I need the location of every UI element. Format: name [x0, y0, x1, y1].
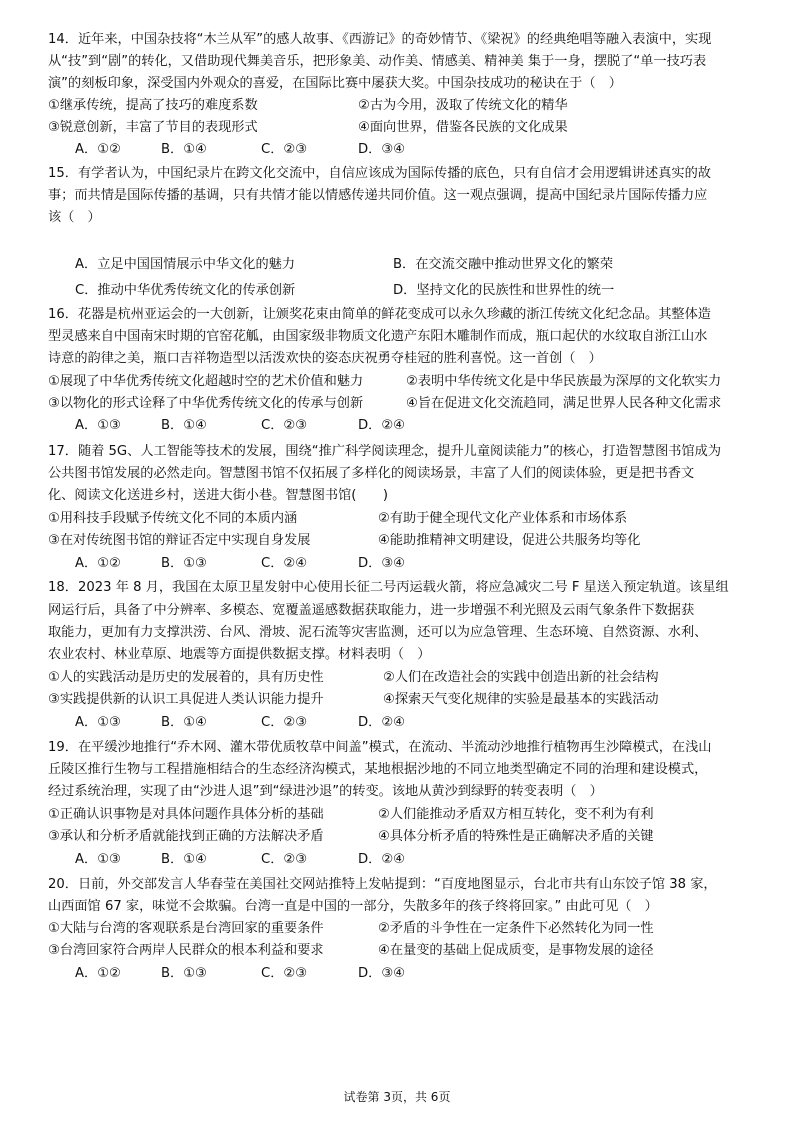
choice-b: B．①④: [161, 715, 207, 730]
choice-d: D．③④: [358, 556, 405, 571]
choice-a: A．①③: [75, 852, 121, 867]
statement-3: ③以物化的形式诠释了中华优秀传统文化的传承与创新: [48, 396, 364, 411]
choice-a: A．立足中国国情展示中华文化的魅力: [75, 257, 296, 272]
choice-c: C．②③: [261, 418, 308, 433]
choice-c: C．②③: [261, 715, 308, 730]
statement-1: ①展现了中华优秀传统文化超越时空的艺术价值和魅力: [48, 374, 364, 389]
statement-3: ③台湾回家符合两岸人民群众的根本利益和要求: [48, 943, 324, 958]
choice-d: D．③④: [358, 966, 405, 981]
choice-c: C．②③: [261, 852, 308, 867]
choice-c: C．②③: [261, 142, 308, 157]
choice-b: B．①③: [161, 966, 207, 981]
choice-b: B．①③: [161, 556, 207, 571]
question-text-line: 14．近年来，中国杂技将“木兰从军”的感人故事、《西游记》的奇妙情节、《梁祝》的经典绝唱等融入表演中，实现: [48, 32, 712, 47]
question-text-line: 型灵感来自中国南宋时期的官窑花觚，由国家级非物质文化遗产东阳木雕制作而成，瓶口起伏的水纹取自浙江山水: [48, 329, 708, 344]
choice-b: B．①④: [161, 852, 207, 867]
statement-1: ①人的实践活动是历史的发展着的，具有历史性: [48, 670, 324, 685]
statement-2: ②表明中华传统文化是中华民族最为深厚的文化软实力: [406, 374, 722, 389]
choice-d: D．②④: [358, 715, 405, 730]
choice-c: C．②④: [261, 556, 308, 571]
statement-3: ③锐意创新，丰富了节目的表现形式: [48, 120, 258, 135]
choice-d: D．③④: [358, 142, 405, 157]
question-text-line: 取能力，更加有力支撑洪涝、台风、滑坡、泥石流等灾害监测，还可以为应急管理、生态环境、自然资源、水利、: [48, 625, 708, 640]
question-text-line: 从“技”到“剧”的转化，又借助现代舞美音乐，把形象美、动作美、情感美、精神美 集于一身，摆脱了“单一技巧表: [48, 54, 707, 69]
statement-2: ②有助于健全现代文化产业体系和市场体系: [378, 511, 628, 526]
statement-2: ②矛盾的斗争性在一定条件下必然转化为同一性: [378, 921, 654, 936]
statement-1: ①继承传统，提高了技巧的难度系数: [48, 98, 258, 113]
page-footer: 试卷第 3页，共 6页: [343, 1090, 451, 1104]
question-text-line: 18．2023 年 8 月，我国在太原卫星发射中心使用长征二号丙运载火箭，将应急减灾二号 F 星送入预定轨道。该星组: [48, 580, 729, 595]
choice-d: D．②④: [358, 852, 405, 867]
choice-b: B．在交流交融中推动世界文化的繁荣: [393, 257, 614, 272]
question-text-line: 该（ ）: [48, 210, 101, 225]
choice-b: B．①④: [161, 142, 207, 157]
question-text-line: 20．日前，外交部发言人华春莹在美国社交网站推特上发帖提到：“百度地图显示，台北市共有山东饺子馆 38 家，: [48, 877, 717, 892]
statement-3: ③承认和分析矛盾就能找到正确的方法解决矛盾: [48, 829, 324, 844]
statement-1: ①用科技手段赋予传统文化不同的本质内涵: [48, 511, 298, 526]
choice-a: A．①②: [75, 966, 121, 981]
choice-c: C．推动中华优秀传统文化的传承创新: [75, 283, 296, 298]
statement-2: ②古为今用，汲取了传统文化的精华: [358, 98, 568, 113]
choice-a: A．①③: [75, 715, 121, 730]
statement-1: ①正确认识事物是对具体问题作具体分析的基础: [48, 807, 324, 822]
statement-1: ①大陆与台湾的客观联系是台湾回家的重要条件: [48, 921, 324, 936]
question-text-line: 公共图书馆发展的必然走向。智慧图书馆不仅拓展了多样化的阅读场景，丰富了人们的阅读体验，更是把书香文: [48, 466, 695, 481]
question-text-line: 化、阅读文化送进乡村，送进大街小巷。智慧图书馆( ): [48, 488, 388, 503]
statement-2: ②人们能推动矛盾双方相互转化，变不利为有利: [378, 807, 654, 822]
choice-b: B．①④: [161, 418, 207, 433]
choice-a: A．①③: [75, 418, 121, 433]
statement-4: ④在量变的基础上促成质变，是事物发展的途径: [378, 943, 654, 958]
statement-4: ④旨在促进文化交流趋同，满足世界人民各种文化需求: [406, 396, 722, 411]
question-text-line: 演”的刻板印象，深受国内外观众的喜爱，在国际比赛中屡获大奖。中国杂技成功的秘诀在于（ ）: [48, 76, 622, 91]
choice-d: D．②④: [358, 418, 405, 433]
question-text-line: 农业农村、林业草原、地震等方面提供数据支撑。材料表明（ ）: [48, 647, 431, 662]
question-text-line: 16．花器是杭州亚运会的一大创新，让颁奖花束由简单的鲜花变成可以永久珍藏的浙江传统文化纪念品。其整体造: [48, 307, 711, 322]
question-text-line: 经过系统治理，实现了由“沙进人退”到“绿进沙退”的转变。该地从黄沙到绿野的转变表明（ ）: [48, 784, 603, 799]
choice-c: C．②③: [261, 966, 308, 981]
statement-2: ②人们在改造社会的实践中创造出新的社会结构: [383, 670, 659, 685]
choice-a: A．①②: [75, 142, 121, 157]
question-text-line: 17．随着 5G、人工智能等技术的发展，围绕“推广科学阅读理念，提升儿童阅读能力”的核心，打造智慧图书馆成为: [48, 444, 722, 459]
statement-3: ③实践提供新的认识工具促进人类认识能力提升: [48, 692, 324, 707]
question-text-line: 15．有学者认为，中国纪录片在跨文化交流中，自信应该成为国际传播的底色，只有自信才会用逻辑讲述真实的故: [48, 166, 711, 181]
choice-d: D．坚持文化的民族性和世界性的统一: [393, 283, 615, 298]
statement-4: ④具体分析矛盾的特殊性是正确解决矛盾的关键: [378, 829, 654, 844]
question-text-line: 19．在平缓沙地推行“乔木网、灌木带优质牧草中间盖”模式，在流动、半流动沙地推行植物再生沙障模式，在浅山: [48, 740, 712, 755]
statement-4: ④能助推精神文明建设，促进公共服务均等化: [378, 533, 641, 548]
question-text-line: 山西面馆 67 家，味觉不会欺骗。台湾一直是中国的一部分，失散多年的孩子终将回家。” 由此可见（ ）: [48, 899, 658, 914]
question-text-line: 诗意的韵律之美，瓶口吉祥物造型以活泼欢快的姿态庆祝勇夺桂冠的胜利喜悦。这一首创（ ）: [48, 351, 602, 366]
choice-a: A．①②: [75, 556, 121, 571]
question-text-line: 事；而共情是国际传播的基调，只有共情才能以情感传递共同价值。这一观点强调，提高中国纪录片国际传播力应: [48, 188, 708, 203]
statement-4: ④探索天气变化规律的实验是最基本的实践活动: [383, 692, 659, 707]
statement-4: ④面向世界，借鉴各民族的文化成果: [358, 120, 568, 135]
question-text-line: 网运行后，具备了中分辨率、多模态、宽覆盖遥感数据获取能力，进一步增强不利光照及云雨气象条件下数据获: [48, 603, 695, 618]
statement-3: ③在对传统图书馆的辩证否定中实现自身发展: [48, 533, 311, 548]
question-text-line: 丘陵区推行生物与工程措施相结合的生态经济沟模式，某地根据沙地的不同立地类型确定不同的治理和建设模式，: [48, 762, 708, 777]
